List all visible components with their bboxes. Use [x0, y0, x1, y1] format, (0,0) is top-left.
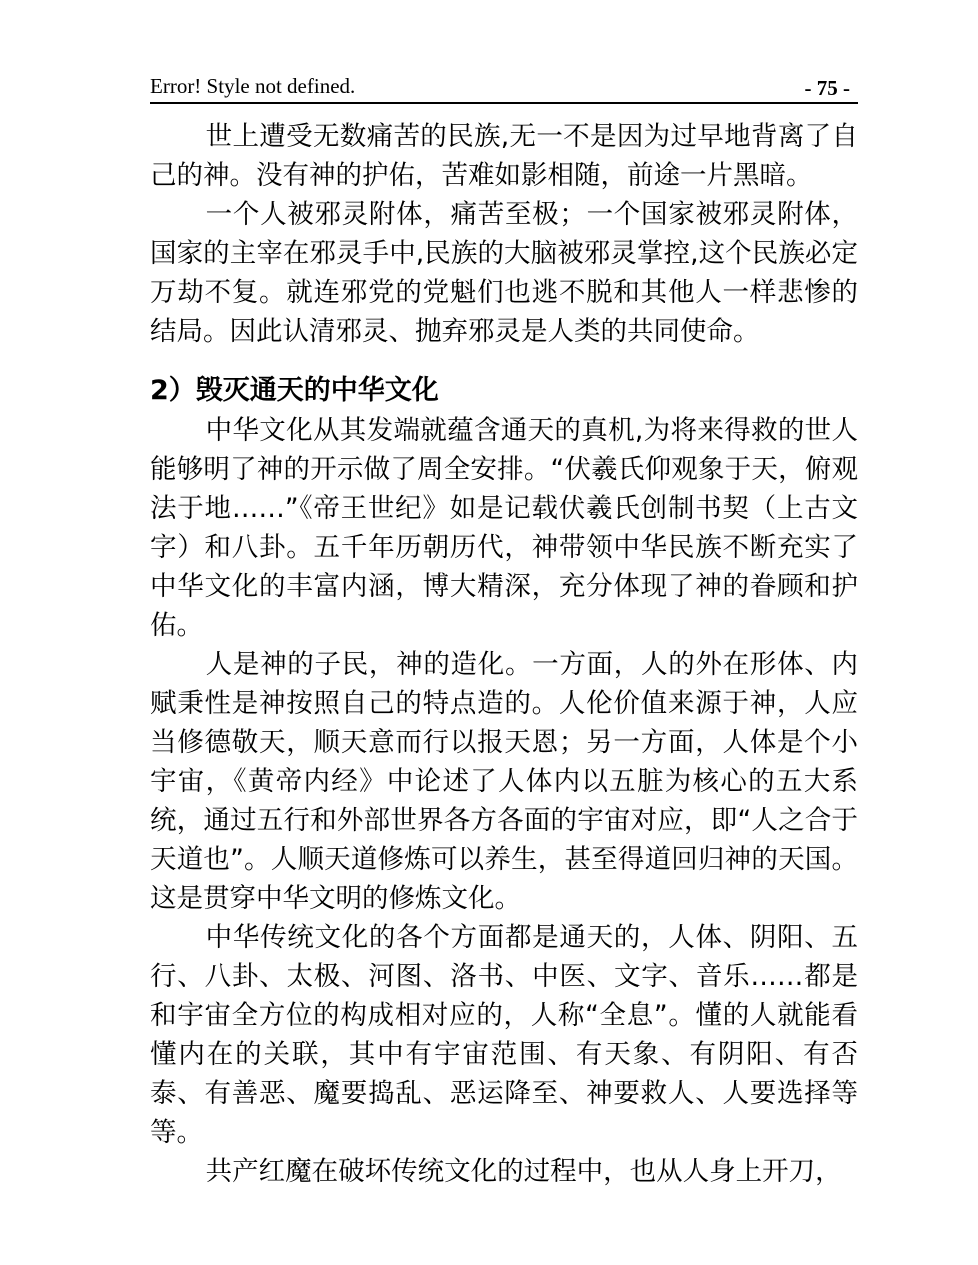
paragraph: 世上遭受无数痛苦的民族,无一不是因为过早地背离了自己的神。没有神的护佑，苦难如影相随，前途一片黑暗。: [150, 121, 858, 191]
page-header: [150, 74, 858, 104]
paragraph: 共产红魔在破坏传统文化的过程中，也从人身上开刀，: [205, 1156, 842, 1187]
header-chapter-title: Error! Style not defined.: [150, 74, 356, 98]
paragraph: 一个人被邪灵附体，痛苦至极；一个国家被邪灵附体，国家的主宰在邪灵手中,民族的大脑被邪灵掌控,这个民族必定万劫不复。就连邪党的党魁们也逃不脱和其他人一样悲惨的结局。因此认清邪灵、抛弃邪灵是人类的共同使命。: [150, 199, 858, 347]
section-heading: 2）毁灭通天的中华文化: [150, 375, 439, 406]
paragraph: 中华传统文化的各个方面都是通天的，人体、阴阳、五行、八卦、太极、河图、洛书、中医、文字、音乐……都是和宇宙全方位的构成相对应的，人称“全息”。懂的人就能看懂内在的关联，其中有宇宙范围、有天象、有阴阳、有否泰、有善恶、魔要捣乱、恶运降至、神要救人、人要选择等等。: [150, 922, 858, 1148]
paragraph: 中华文化从其发端就蕴含通天的真机,为将来得救的世人能够明了神的开示做了周全安排。“伏羲氏仰观象于天，俯观法于地……”《帝王世纪》如是记载伏羲氏创制书契（上古文字）和八卦。五千年历朝历代，神带领中华民族不断充实了中华文化的丰富内涵，博大精深，充分体现了神的眷顾和护佑。: [150, 415, 858, 641]
page-number: - 75 -: [804, 76, 850, 100]
body-text: [150, 117, 858, 1191]
paragraph: 人是神的子民，神的造化。一方面，人的外在形体、内赋秉性是神按照自己的特点造的。人伦价值来源于神，人应当修德敬天，顺天意而行以报天恩；另一方面，人体是个小宇宙，《黄帝内经》中论述了人体内以五脏为核心的五大系统，通过五行和外部世界各方各面的宇宙对应，即“人之合于天道也”。人顺天道修炼可以养生，甚至得道回归神的天国。这是贯穿中华文明的修炼文化。: [150, 649, 858, 914]
